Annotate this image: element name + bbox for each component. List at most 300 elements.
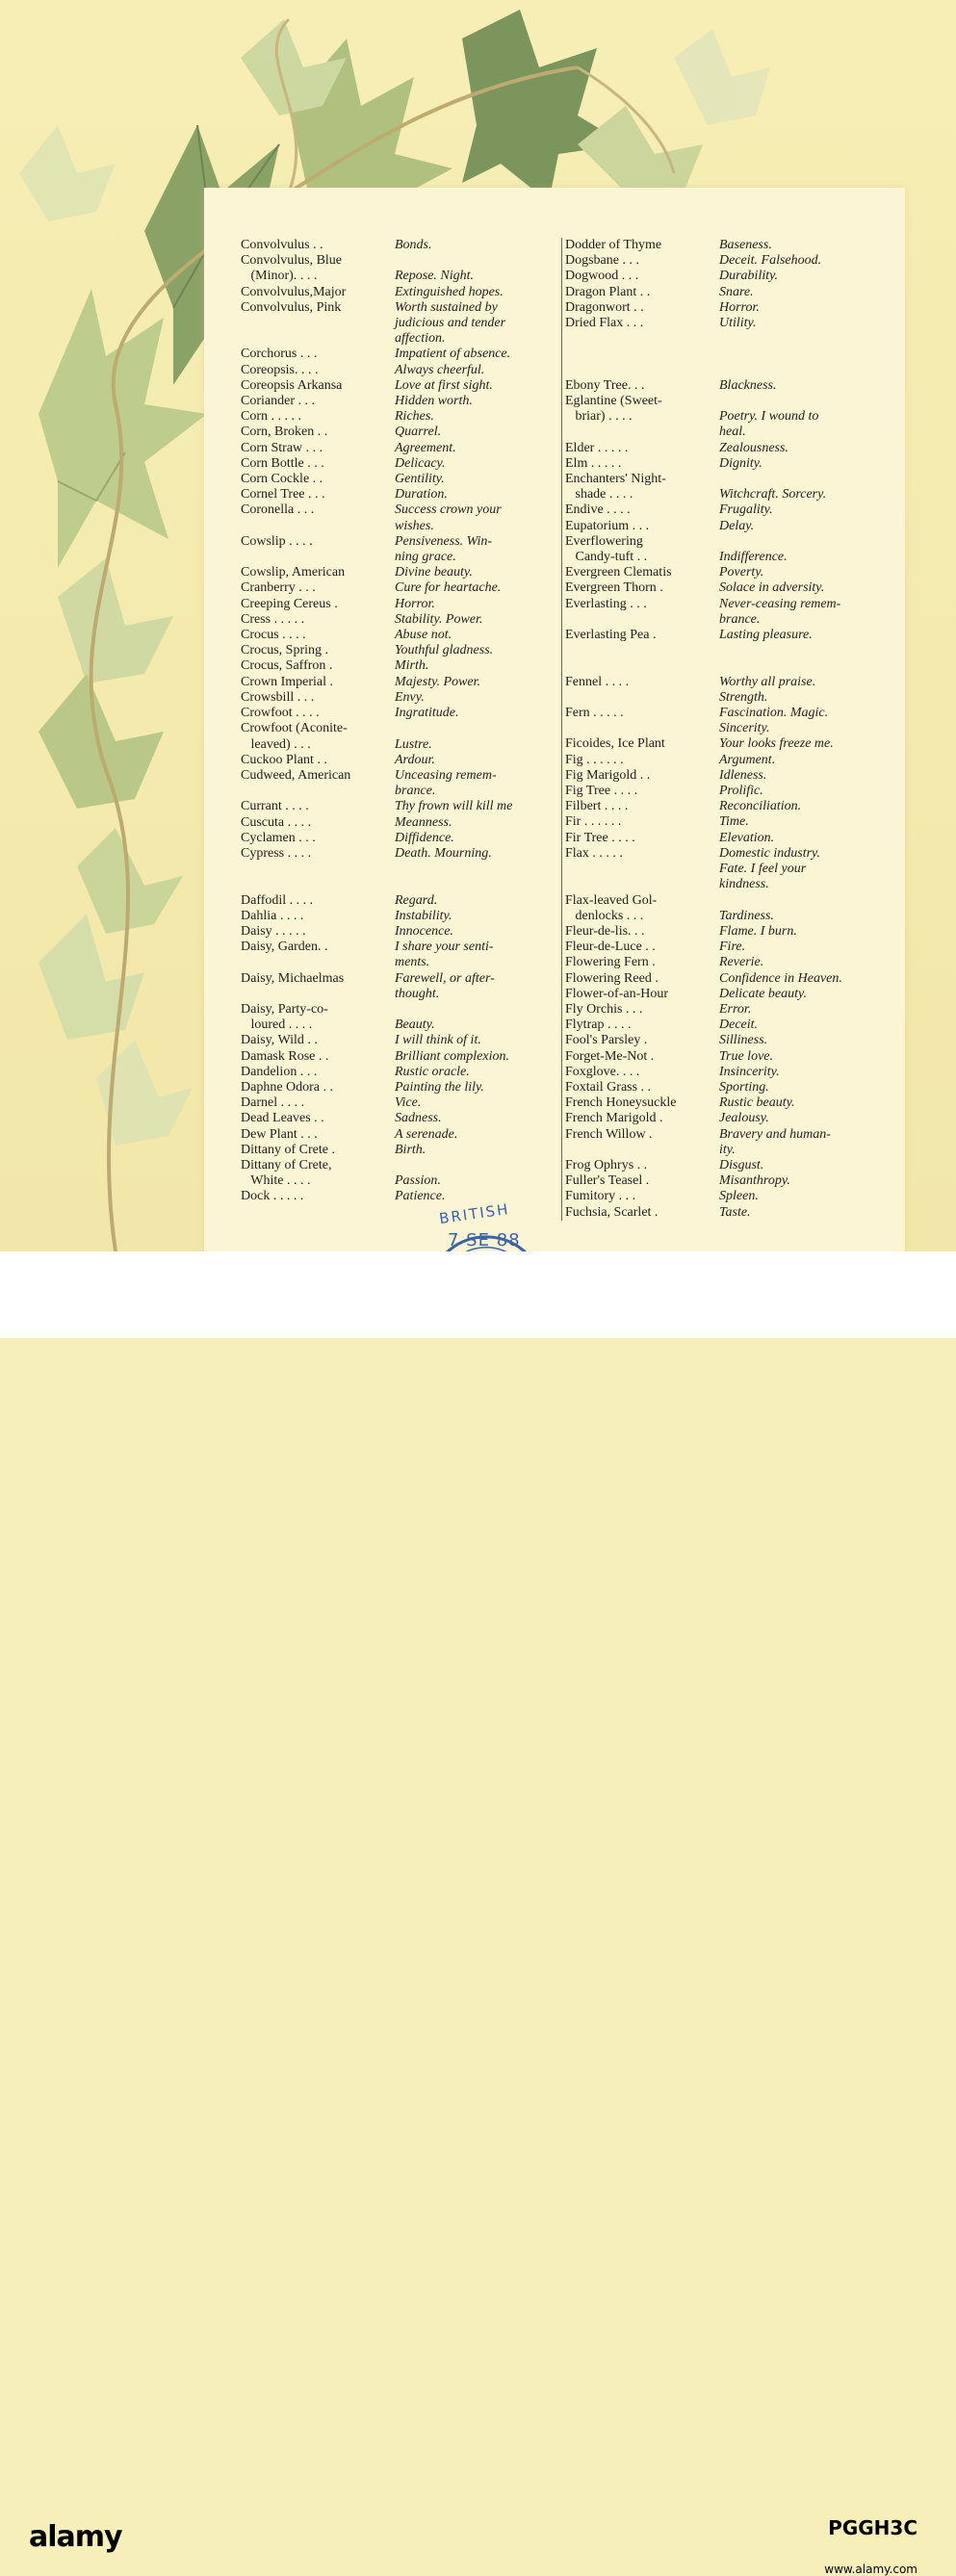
- dictionary-entry: [562, 456, 890, 472]
- dictionary-entry: [562, 909, 890, 924]
- dictionary-entry: [562, 565, 890, 580]
- entry-term: Fly Orchis . . .: [565, 1001, 643, 1017]
- dictionary-entry: [241, 924, 563, 940]
- entry-meaning: Worth sustained by: [395, 299, 498, 315]
- entry-meaning: thought.: [395, 986, 440, 1001]
- dictionary-entry: [562, 1143, 890, 1158]
- entry-term: Fool's Parsley .: [565, 1033, 648, 1048]
- entry-meaning: judicious and tender: [395, 316, 506, 331]
- dictionary-entry: [241, 487, 563, 502]
- dictionary-entry: [562, 690, 890, 706]
- dictionary-entry: [241, 565, 563, 580]
- entry-meaning: Flame. I burn.: [719, 923, 797, 939]
- entry-meaning: Regard.: [395, 892, 438, 908]
- dictionary-entry: [241, 784, 563, 799]
- dictionary-entry: [562, 1173, 890, 1189]
- entry-meaning: Innocence.: [395, 923, 454, 939]
- entry-term: Ficoides, Ice Plant: [565, 736, 665, 752]
- dictionary-entry: [241, 534, 563, 550]
- entry-term: Cowslip, American: [241, 565, 346, 580]
- entry-meaning: A serenade.: [395, 1126, 458, 1142]
- entry-meaning: Insincerity.: [719, 1064, 780, 1079]
- entry-meaning: heal.: [719, 425, 746, 440]
- entry-term: Filbert . . . .: [565, 799, 629, 814]
- entry-meaning: Horror.: [719, 299, 760, 315]
- dictionary-entry: [241, 893, 563, 909]
- entry-meaning: ments.: [395, 955, 430, 970]
- dictionary-entry: [562, 768, 890, 784]
- entry-meaning: Pensiveness. Win-: [395, 533, 493, 549]
- entry-meaning: Thy frown will kill me: [395, 799, 513, 814]
- entry-term: [241, 784, 395, 799]
- alamy-logo: alamy: [29, 2520, 122, 2554]
- entry-term: Coriander . . .: [241, 394, 315, 409]
- dictionary-entry: [241, 706, 563, 721]
- entry-meaning: [719, 472, 890, 487]
- entry-meaning: wishes.: [395, 518, 434, 533]
- dictionary-entry: [562, 487, 890, 502]
- entry-term: Eupatorium . . .: [565, 518, 650, 533]
- dictionary-entry: [241, 550, 563, 565]
- entry-meaning: Time.: [719, 814, 749, 830]
- dictionary-entry: [562, 940, 890, 955]
- entry-term: Cudweed, American: [241, 767, 351, 783]
- entry-term: denlocks . . .: [565, 908, 644, 923]
- dictionary-entry: [562, 394, 890, 409]
- dictionary-entry: [241, 987, 563, 1002]
- dictionary-entry: [562, 550, 890, 565]
- dictionary-entry: [562, 675, 890, 690]
- entry-meaning: Poverty.: [719, 565, 764, 580]
- dictionary-entry: [562, 1049, 890, 1065]
- entry-term: Fir Tree . . . .: [565, 830, 635, 845]
- dictionary-entry: [241, 238, 563, 253]
- dictionary-entry: [241, 1049, 563, 1065]
- entry-term: Daffodil . . . .: [241, 892, 314, 908]
- entry-term: Dogsbane . . .: [565, 253, 639, 269]
- entry-meaning: Abuse not.: [395, 628, 452, 643]
- entry-term: Fleur-de-Luce . .: [565, 940, 656, 955]
- entry-term: briar) . . . .: [565, 409, 633, 425]
- entry-term: Elder . . . . .: [565, 440, 629, 455]
- entry-meaning: Horror.: [395, 596, 435, 611]
- dictionary-entry: [562, 502, 890, 518]
- entry-term: Dodder of Thyme: [565, 238, 662, 252]
- entry-meaning: Patience.: [395, 1189, 446, 1204]
- entry-meaning: Rustic oracle.: [395, 1064, 470, 1079]
- entry-meaning: Disgust.: [719, 1157, 764, 1172]
- entry-term: [241, 550, 395, 565]
- dictionary-entry: [241, 456, 563, 472]
- entry-term: Daisy, Michaelmas: [241, 970, 345, 986]
- entry-term: [562, 425, 719, 440]
- entry-term: Flower-of-an-Hour: [565, 986, 669, 1001]
- entry-meaning: Bravery and human-: [719, 1126, 831, 1142]
- entry-meaning: Brilliant complexion.: [395, 1048, 509, 1064]
- entry-meaning: brance.: [719, 611, 761, 627]
- entry-term: Crocus . . . .: [241, 628, 306, 643]
- entry-term: [562, 1143, 719, 1158]
- entry-meaning: Fate. I feel your: [719, 862, 807, 877]
- dictionary-entry: [241, 1111, 563, 1126]
- entry-term: Enchanters' Night-: [565, 472, 666, 487]
- entry-meaning: Birth.: [395, 1142, 426, 1157]
- entry-term: (Minor). . . .: [241, 269, 318, 284]
- entry-meaning: Quarrel.: [395, 425, 442, 440]
- entry-meaning: Farewell, or after-: [395, 970, 495, 986]
- entry-meaning: Dignity.: [719, 455, 762, 471]
- dictionary-entry: [241, 643, 563, 658]
- entry-term: Crocus, Spring .: [241, 643, 328, 658]
- entry-meaning: Meanness.: [395, 814, 452, 830]
- entry-meaning: Taste.: [719, 1204, 751, 1220]
- entry-meaning: ning grace.: [395, 550, 456, 565]
- entry-meaning: Envy.: [395, 689, 425, 705]
- dictionary-entry: [562, 1080, 890, 1095]
- entry-term: Flytrap . . . .: [565, 1018, 632, 1033]
- dictionary-entry: [241, 597, 563, 612]
- entry-term: Dead Leaves . .: [241, 1111, 324, 1126]
- dictionary-entry: [241, 690, 563, 706]
- entry-term: Dragon Plant . .: [565, 284, 651, 299]
- entry-meaning: Divine beauty.: [395, 565, 473, 580]
- entry-meaning: I share your senti-: [395, 940, 494, 955]
- entry-term: Dragonwort . .: [565, 299, 644, 315]
- dictionary-entry: [562, 597, 890, 612]
- entry-term: [241, 519, 395, 534]
- dictionary-entry: [241, 971, 563, 987]
- entry-term: Flax-leaved Gol-: [565, 892, 658, 908]
- entry-term: Dogwood . . .: [565, 269, 639, 284]
- dictionary-entry: [241, 628, 563, 643]
- entry-meaning: [395, 1158, 563, 1173]
- dictionary-entry: [241, 831, 563, 846]
- entry-meaning: Solace in adversity.: [719, 580, 825, 596]
- entry-term: Candy-tuft . .: [565, 550, 648, 565]
- entry-term: [241, 987, 395, 1002]
- entry-term: [562, 877, 719, 892]
- entry-gap: [562, 643, 890, 674]
- entry-meaning: Sadness.: [395, 1111, 442, 1126]
- dictionary-entry: [562, 378, 890, 394]
- entry-term: Darnel . . . .: [241, 1095, 305, 1111]
- entry-meaning: Mirth.: [395, 658, 429, 674]
- entry-meaning: Delay.: [719, 518, 755, 533]
- entry-meaning: Gentility.: [395, 472, 445, 487]
- dictionary-entry: [241, 253, 563, 269]
- dictionary-entry: [562, 300, 890, 316]
- entry-term: Daisy, Wild . .: [241, 1033, 318, 1048]
- dictionary-entry: [241, 1002, 563, 1018]
- entry-term: Forget-Me-Not .: [565, 1048, 655, 1064]
- entry-meaning: Zealousness.: [719, 440, 788, 455]
- entry-gap: [241, 862, 563, 892]
- dictionary-entry: [562, 441, 890, 456]
- dictionary-entry: [562, 612, 890, 628]
- entry-meaning: brance.: [395, 784, 436, 799]
- dictionary-entry: [562, 1127, 890, 1143]
- dictionary-entry: [241, 1080, 563, 1095]
- dictionary-entry: [241, 675, 563, 690]
- dictionary-entry: [241, 737, 563, 753]
- entry-term: shade . . . .: [565, 487, 633, 502]
- dictionary-entry: [562, 971, 890, 987]
- entry-meaning: Vice.: [395, 1095, 422, 1111]
- entry-meaning: Never-ceasing remem-: [719, 596, 841, 611]
- dictionary-entry: [241, 425, 563, 440]
- dictionary-entry: [241, 1018, 563, 1033]
- entry-term: [562, 862, 719, 877]
- entry-term: Convolvulus, Blue: [241, 253, 343, 269]
- entry-meaning: Sincerity.: [719, 721, 770, 736]
- dictionary-entry: [562, 409, 890, 425]
- entry-meaning: ity.: [719, 1142, 736, 1157]
- stamp-line-2: 7 SE 88: [448, 1230, 521, 1250]
- entry-term: Corchorus . . .: [241, 347, 318, 362]
- entry-meaning: Sporting.: [719, 1079, 769, 1095]
- entry-term: French Marigold .: [565, 1111, 663, 1126]
- entry-meaning: Duration.: [395, 487, 448, 502]
- entry-meaning: Poetry. I wound to: [719, 409, 819, 425]
- dictionary-entry: [562, 238, 890, 253]
- entry-term: Fuchsia, Scarlet .: [565, 1204, 659, 1220]
- entry-meaning: Fire.: [719, 940, 746, 955]
- dictionary-entry: [562, 534, 890, 550]
- dictionary-entry: [241, 519, 563, 534]
- dictionary-entry: [241, 721, 563, 736]
- entry-meaning: True love.: [719, 1048, 773, 1064]
- entry-term: Ebony Tree. . .: [565, 377, 645, 393]
- entry-term: Cuscuta . . . .: [241, 814, 312, 830]
- entry-gap: [562, 331, 890, 378]
- entry-meaning: Confidence in Heaven.: [719, 970, 842, 986]
- dictionary-entry: [241, 378, 563, 394]
- entry-meaning: kindness.: [719, 877, 769, 892]
- entry-meaning: Youthful gladness.: [395, 643, 494, 658]
- entry-term: Coreopsis. . . .: [241, 362, 319, 377]
- entry-term: Cornel Tree . . .: [241, 487, 325, 502]
- dictionary-entry: [562, 269, 890, 284]
- entry-term: Crowfoot (Aconite-: [241, 721, 348, 736]
- entry-term: Convolvulus,Major: [241, 284, 347, 299]
- dictionary-entry: [562, 1002, 890, 1018]
- entry-term: Dew Plant . . .: [241, 1126, 318, 1142]
- entry-meaning: Ardour.: [395, 752, 435, 767]
- dictionary-entry: [562, 1111, 890, 1126]
- dictionary-entry: [562, 285, 890, 300]
- entry-term: Daisy, Garden. .: [241, 940, 328, 955]
- entry-meaning: Rustic beauty.: [719, 1095, 795, 1111]
- entry-meaning: Lustre.: [395, 736, 432, 752]
- dictionary-entry: [562, 580, 890, 596]
- entry-meaning: Reconciliation.: [719, 799, 802, 814]
- entry-term: Corn, Broken . .: [241, 425, 328, 440]
- entry-term: [562, 612, 719, 628]
- dictionary-entry: [562, 893, 890, 909]
- dictionary-entry: [562, 1158, 890, 1173]
- book-page: [0, 0, 956, 1251]
- dictionary-entry: [562, 1095, 890, 1111]
- entry-term: Daphne Odora . .: [241, 1079, 334, 1095]
- entry-term: Flowering Fern .: [565, 955, 656, 970]
- right-column: [561, 238, 890, 1221]
- entry-term: Coronella . . .: [241, 502, 315, 518]
- dictionary-entry: [562, 1018, 890, 1033]
- dictionary-entry: [241, 1095, 563, 1111]
- image-id-block: [828, 2516, 917, 2539]
- entry-term: Crown Imperial .: [241, 674, 334, 689]
- entry-meaning: Strength.: [719, 689, 768, 705]
- dictionary-entry: [241, 1033, 563, 1048]
- entry-term: Corn Cockle . .: [241, 472, 323, 487]
- dictionary-entry: [562, 1065, 890, 1080]
- entry-meaning: Passion.: [395, 1173, 441, 1189]
- entry-meaning: [719, 394, 890, 409]
- dictionary-entry: [562, 784, 890, 799]
- dictionary-entry: [241, 472, 563, 487]
- entry-term: White . . . .: [241, 1173, 311, 1189]
- entry-term: Fennel . . . .: [565, 674, 630, 689]
- dictionary-entry: [241, 815, 563, 831]
- entry-meaning: Majesty. Power.: [395, 674, 481, 689]
- entry-term: Daisy . . . . .: [241, 923, 306, 939]
- entry-meaning: [395, 1002, 563, 1018]
- entry-term: Crocus, Saffron .: [241, 658, 333, 674]
- entry-term: Evergreen Clematis: [565, 565, 672, 580]
- dictionary-entry: [562, 628, 890, 643]
- entry-meaning: Stability. Power.: [395, 611, 483, 627]
- entry-term: Damask Rose . .: [241, 1048, 329, 1064]
- dictionary-entry: [562, 955, 890, 970]
- dictionary-entry: [241, 768, 563, 784]
- entry-term: Eglantine (Sweet-: [565, 394, 662, 409]
- dictionary-entry: [562, 425, 890, 440]
- dictionary-entry: [562, 924, 890, 940]
- entry-meaning: Indifference.: [719, 550, 788, 565]
- entry-meaning: Fascination. Magic.: [719, 706, 829, 721]
- entry-meaning: Durability.: [719, 269, 779, 284]
- entry-term: Corn . . . . .: [241, 409, 301, 425]
- entry-meaning: Delicacy.: [395, 455, 446, 471]
- entry-meaning: Spleen.: [719, 1189, 759, 1204]
- dictionary-entry: [241, 1173, 563, 1189]
- entry-term: Dittany of Crete .: [241, 1142, 335, 1157]
- entry-term: Convolvulus . .: [241, 238, 323, 252]
- dictionary-entry: [241, 285, 563, 300]
- entry-term: Dock . . . . .: [241, 1189, 304, 1204]
- entry-term: Flax . . . . .: [565, 845, 623, 861]
- entry-term: Creeping Cereus .: [241, 596, 338, 611]
- entry-term: leaved) . . .: [241, 736, 311, 752]
- entry-term: Corn Bottle . . .: [241, 455, 324, 471]
- dictionary-entry: [241, 1158, 563, 1173]
- dictionary-entry: [562, 736, 890, 752]
- entry-term: [562, 721, 719, 736]
- entry-term: Fuller's Teasel .: [565, 1173, 650, 1189]
- entry-meaning: Delicate beauty.: [719, 986, 807, 1001]
- entry-meaning: Repose. Night.: [395, 269, 475, 284]
- dictionary-entry: [241, 394, 563, 409]
- dictionary-entry: [562, 814, 890, 830]
- entry-meaning: Beauty.: [395, 1018, 435, 1033]
- entry-term: Daisy, Party-co-: [241, 1001, 328, 1017]
- dictionary-entry: [241, 846, 563, 862]
- entry-meaning: Agreement.: [395, 440, 456, 455]
- dictionary-entry: [562, 1205, 890, 1221]
- entry-meaning: Cure for heartache.: [395, 580, 502, 596]
- entry-meaning: Diffidence.: [395, 830, 454, 845]
- entry-meaning: Witchcraft. Sorcery.: [719, 487, 827, 502]
- entry-term: loured . . . .: [241, 1018, 313, 1033]
- entry-meaning: Jealousy.: [719, 1111, 769, 1126]
- footer-url: www.alamy.com: [824, 2563, 917, 2576]
- dictionary-entry: [241, 316, 563, 331]
- entry-meaning: Elevation.: [719, 830, 775, 845]
- dictionary-entry: [241, 940, 563, 955]
- entry-meaning: Hidden worth.: [395, 394, 473, 409]
- entry-meaning: Snare.: [719, 284, 754, 299]
- entry-meaning: Baseness.: [719, 238, 772, 252]
- entry-meaning: Unceasing remem-: [395, 767, 497, 783]
- entry-meaning: Love at first sight.: [395, 377, 493, 393]
- entry-term: Dried Flax . . .: [565, 316, 644, 331]
- entry-term: Fig Tree . . . .: [565, 784, 638, 799]
- entry-term: Crowsbill . . .: [241, 689, 315, 705]
- entry-meaning: Misanthropy.: [719, 1173, 790, 1189]
- entry-meaning: Blackness.: [719, 377, 777, 393]
- entry-term: Cuckoo Plant . .: [241, 752, 327, 767]
- dictionary-entry: [241, 363, 563, 378]
- entry-term: Endive . . . .: [565, 502, 631, 518]
- entry-term: Foxglove. . . .: [565, 1064, 640, 1079]
- entry-term: Coreopsis Arkansa: [241, 377, 343, 393]
- dictionary-entry: [562, 1033, 890, 1048]
- entry-term: Cowslip . . . .: [241, 533, 313, 549]
- dictionary-entry: [241, 799, 563, 814]
- image-id: PGGH3C: [828, 2516, 917, 2539]
- entry-term: Corn Straw . . .: [241, 440, 323, 455]
- entry-term: Fumitory . . .: [565, 1189, 636, 1204]
- dictionary-entry: [241, 1143, 563, 1158]
- dictionary-entry: [241, 331, 563, 347]
- entry-term: [562, 690, 719, 706]
- entry-meaning: Ingratitude.: [395, 706, 459, 721]
- dictionary-entry: [562, 846, 890, 862]
- entry-term: Everflowering: [565, 533, 643, 549]
- entry-term: Elm . . . . .: [565, 455, 622, 471]
- entry-meaning: Utility.: [719, 316, 757, 331]
- entry-meaning: Reverie.: [719, 955, 764, 970]
- entry-meaning: I will think of it.: [395, 1033, 481, 1048]
- entry-term: Everlasting Pea .: [565, 628, 657, 643]
- dictionary-entry: [241, 300, 563, 316]
- entry-term: French Willow .: [565, 1126, 653, 1142]
- entry-meaning: [719, 893, 890, 909]
- entry-term: [241, 331, 395, 347]
- entry-meaning: Riches.: [395, 409, 434, 425]
- dictionary-entry: [562, 753, 890, 768]
- entry-meaning: Bonds.: [395, 238, 432, 252]
- dictionary-entry: [241, 269, 563, 284]
- entry-term: Fig Marigold . .: [565, 767, 651, 783]
- entry-term: Frog Ophrys . .: [565, 1157, 648, 1172]
- dictionary-entry: [562, 862, 890, 877]
- dictionary-entry: [562, 987, 890, 1002]
- entry-meaning: Tardiness.: [719, 908, 774, 923]
- entry-meaning: [719, 534, 890, 550]
- entry-meaning: Frugality.: [719, 502, 773, 518]
- dictionary-entry: [562, 253, 890, 269]
